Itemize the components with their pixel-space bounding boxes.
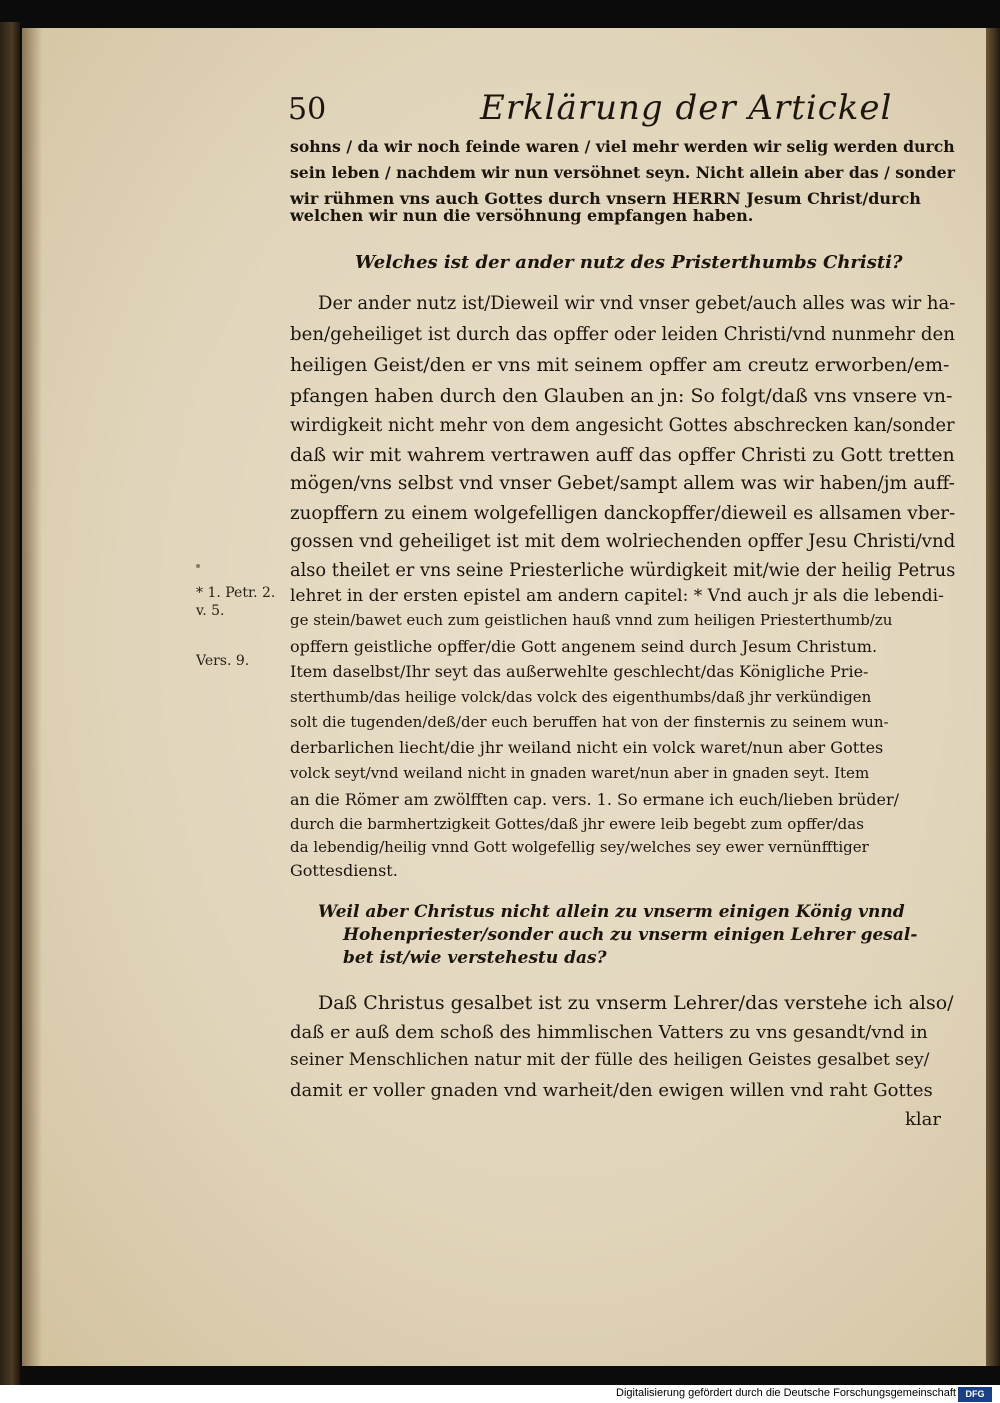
text-line: pfangen haben durch den Glauben an jn: So folgt/daß vns vnsere vn- bbox=[290, 385, 953, 407]
catchword: klar bbox=[905, 1109, 941, 1130]
margin-note: Vers. 9. bbox=[196, 653, 250, 669]
text-line: Item daselbst/Ihr seyt das außerwehlte geschlecht/das Königliche Prie- bbox=[290, 662, 869, 681]
dfg-logo: DFG bbox=[958, 1387, 992, 1402]
margin-note: * 1. Petr. 2. bbox=[196, 585, 276, 601]
text-line: seiner Menschlichen natur mit der fülle des heiligen Geistes gesalbet sey/ bbox=[290, 1050, 930, 1070]
text-line: sterthumb/das heilige volck/das volck des eigenthumbs/daß jhr verkündigen bbox=[290, 688, 872, 706]
book-spine-edge bbox=[0, 22, 20, 1385]
text-line: also theilet er vns seine Priesterliche würdigkeit mit/wie der heilig Petrus bbox=[290, 559, 956, 581]
text-line: wirdigkeit nicht mehr von dem angesicht Gottes abschrecken kan/sonder bbox=[290, 414, 955, 436]
page-fore-edge bbox=[986, 28, 1000, 1366]
text-line: volck seyt/vnd weiland nicht in gnaden waret/nun aber in gnaden seyt. Item bbox=[290, 764, 870, 782]
text-line: derbarlichen liecht/die jhr weiland nicht ein volck waret/nun aber Gottes bbox=[290, 738, 884, 757]
text-line: daß er auß dem schoß des himmlischen Vatters zu vns gesandt/vnd in bbox=[290, 1022, 928, 1043]
text-line: opffern geistliche opffer/die Gott angenem seind durch Jesum Christum. bbox=[290, 637, 878, 656]
text-line: daß wir mit wahrem vertrawen auff das opffer Christi zu Gott tretten bbox=[290, 444, 955, 466]
text-line: sohns / da wir noch feinde waren / viel mehr werden wir selig werden durch bbox=[290, 137, 955, 156]
margin-note: v. 5. bbox=[196, 603, 225, 619]
text-line: ge stein/bawet euch zum geistlichen hauß vnnd zum heiligen Priesterthumb/zu bbox=[290, 611, 893, 629]
margin-dot bbox=[196, 564, 200, 568]
question-heading: Welches ist der ander nutz des Pristerthumbs Christi? bbox=[355, 252, 903, 273]
text-line: heiligen Geist/den er vns mit seinem opffer am creutz erworben/em- bbox=[290, 354, 950, 376]
text-line: damit er voller gnaden vnd warheit/den ewigen willen vnd raht Gottes bbox=[290, 1080, 933, 1101]
text-line: lehret in der ersten epistel am andern capitel: * Vnd auch jr als die lebendi- bbox=[290, 586, 944, 606]
question-heading: bet ist/wie verstehestu das? bbox=[343, 948, 607, 968]
text-line: mögen/vns selbst vnd vnser Gebet/sampt allem was wir haben/jm auff- bbox=[290, 472, 955, 494]
text-line: sein leben / nachdem wir nun versöhnet seyn. Nicht allein aber das / sonder bbox=[290, 163, 955, 182]
text-line: gossen vnd geheiliget ist mit dem wolriechenden opffer Jesu Christi/vnd bbox=[290, 530, 956, 552]
page-number: 50 bbox=[288, 92, 327, 127]
text-line: Der ander nutz ist/Dieweil wir vnd vnser gebet/auch alles was wir ha- bbox=[318, 292, 956, 314]
text-line: wir rühmen vns auch Gottes durch vnsern HERRN Jesum Christ/durch bbox=[290, 189, 921, 208]
question-heading: Weil aber Christus nicht allein zu vnserm einigen König vnnd bbox=[318, 902, 905, 922]
text-line: Gottesdienst. bbox=[290, 861, 398, 880]
running-title: Erklärung der Artickel bbox=[480, 88, 893, 128]
text-line: an die Römer am zwölfften cap. vers. 1. So ermane ich euch/lieben brüder/ bbox=[290, 790, 900, 809]
text-line: zuopffern zu einem wolgefelligen danckopffer/dieweil es allsamen vber- bbox=[290, 502, 956, 524]
question-heading: Hohenpriester/sonder auch zu vnserm einigen Lehrer gesal- bbox=[343, 925, 918, 945]
text-line: Daß Christus gesalbet ist zu vnserm Lehrer/das verstehe ich also/ bbox=[318, 992, 954, 1014]
text-line: welchen wir nun die versöhnung empfangen haben. bbox=[290, 206, 754, 225]
text-line: durch die barmhertzigkeit Gottes/daß jhr ewere leib begebt zum opffer/das bbox=[290, 815, 864, 833]
text-line: ben/geheiliget ist durch das opffer oder leiden Christi/vnd nunmehr den bbox=[290, 323, 955, 345]
text-line: solt die tugenden/deß/der euch beruffen hat von der finsternis zu seinem wun- bbox=[290, 713, 889, 731]
digitization-credit: Digitalisierung gefördert durch die Deutsche Forschungsgemeinschaft bbox=[616, 1387, 956, 1399]
page-gutter-shadow bbox=[22, 28, 42, 1366]
text-line: da lebendig/heilig vnnd Gott wolgefellig sey/welches sey ewer vernünfftiger bbox=[290, 838, 869, 856]
